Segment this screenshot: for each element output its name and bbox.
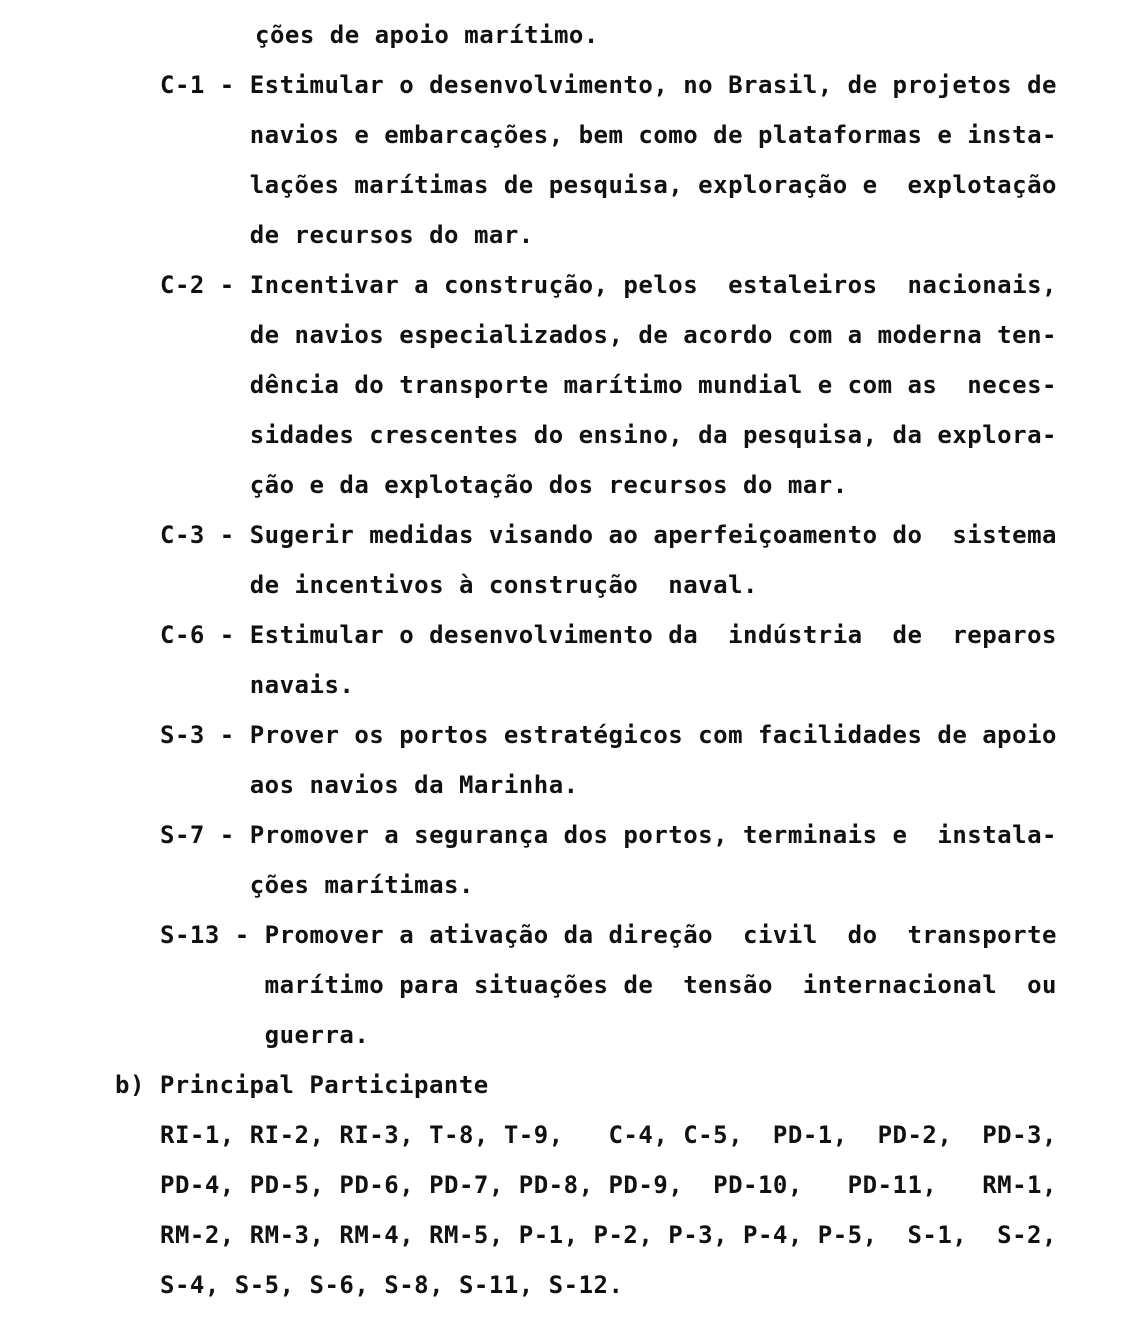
item-label: S-7 - [160, 821, 250, 849]
participants-line: PD-4, PD-5, PD-6, PD-7, PD-8, PD-9, PD-10, PD-11, RM-1, [160, 1171, 1057, 1199]
section-marker: b) [115, 1071, 160, 1099]
section-title: Principal Participante [159, 1071, 489, 1099]
item-label: S-3 - [160, 721, 250, 749]
item-text [265, 910, 1057, 1060]
item-text-line: Sugerir medidas visando ao aperfeiçoamento do sistema [249, 521, 1057, 549]
objective-item-c2 [160, 260, 1107, 510]
item-text-line: guerra. [264, 1021, 370, 1049]
item-text-line: de navios especializados, de acordo com a moderna ten- [249, 321, 1057, 349]
objective-item-s13 [160, 910, 1107, 1060]
item-text-line: marítimo para situações de tensão internacional ou [264, 971, 1057, 999]
item-text-line: navios e embarcações, bem como de plataformas e insta- [249, 121, 1057, 149]
item-text-line: Estimular o desenvolvimento, no Brasil, de projetos de [249, 71, 1057, 99]
item-text [250, 610, 1057, 710]
item-text-line: ção e da explotação dos recursos do mar. [249, 471, 848, 499]
item-text [250, 710, 1057, 810]
item-text-line: Incentivar a construção, pelos estaleiros nacionais, [249, 271, 1057, 299]
item-text [250, 810, 1057, 910]
objective-item-s3 [160, 710, 1107, 810]
item-text-line: navais. [249, 671, 355, 699]
paragraph-continuation-line: ções de apoio marítimo. [255, 21, 599, 49]
section-heading-b [115, 1060, 1107, 1110]
item-label: C-3 - [160, 521, 250, 549]
item-text-line: lações marítimas de pesquisa, exploração e explotação [249, 171, 1057, 199]
participants-line: S-4, S-5, S-6, S-8, S-11, S-12. [160, 1271, 624, 1299]
item-text-line: Promover a segurança dos portos, terminais e instala- [249, 821, 1057, 849]
objective-item-c6 [160, 610, 1107, 710]
item-label: C-2 - [160, 271, 250, 299]
item-text-line: Promover a ativação da direção civil do transporte [264, 921, 1057, 949]
objective-item-c3 [160, 510, 1107, 610]
item-label: C-1 - [160, 71, 250, 99]
participants-line: RI-1, RI-2, RI-3, T-8, T-9, C-4, C-5, PD-1, PD-2, PD-3, [160, 1121, 1057, 1149]
item-text-line: de recursos do mar. [249, 221, 534, 249]
objective-item-c1 [160, 60, 1107, 260]
participants-list [160, 1110, 1107, 1310]
objective-item-s7 [160, 810, 1107, 910]
participants-line: RM-2, RM-3, RM-4, RM-5, P-1, P-2, P-3, P-4, P-5, S-1, S-2, [160, 1221, 1057, 1249]
item-label: S-13 - [160, 921, 265, 949]
item-text-line: sidades crescentes do ensino, da pesquisa, da explora- [249, 421, 1057, 449]
item-text-line: Estimular o desenvolvimento da indústria de reparos [249, 621, 1057, 649]
item-label: C-6 - [160, 621, 250, 649]
item-text-line: ções marítimas. [249, 871, 474, 899]
item-text [250, 260, 1057, 510]
item-text-line: Prover os portos estratégicos com facilidades de apoio [249, 721, 1057, 749]
item-text-line: aos navios da Marinha. [249, 771, 579, 799]
item-text-line: dência do transporte marítimo mundial e com as neces- [249, 371, 1057, 399]
item-text-line: de incentivos à construção naval. [249, 571, 758, 599]
item-text [250, 510, 1057, 610]
item-text [250, 60, 1057, 260]
